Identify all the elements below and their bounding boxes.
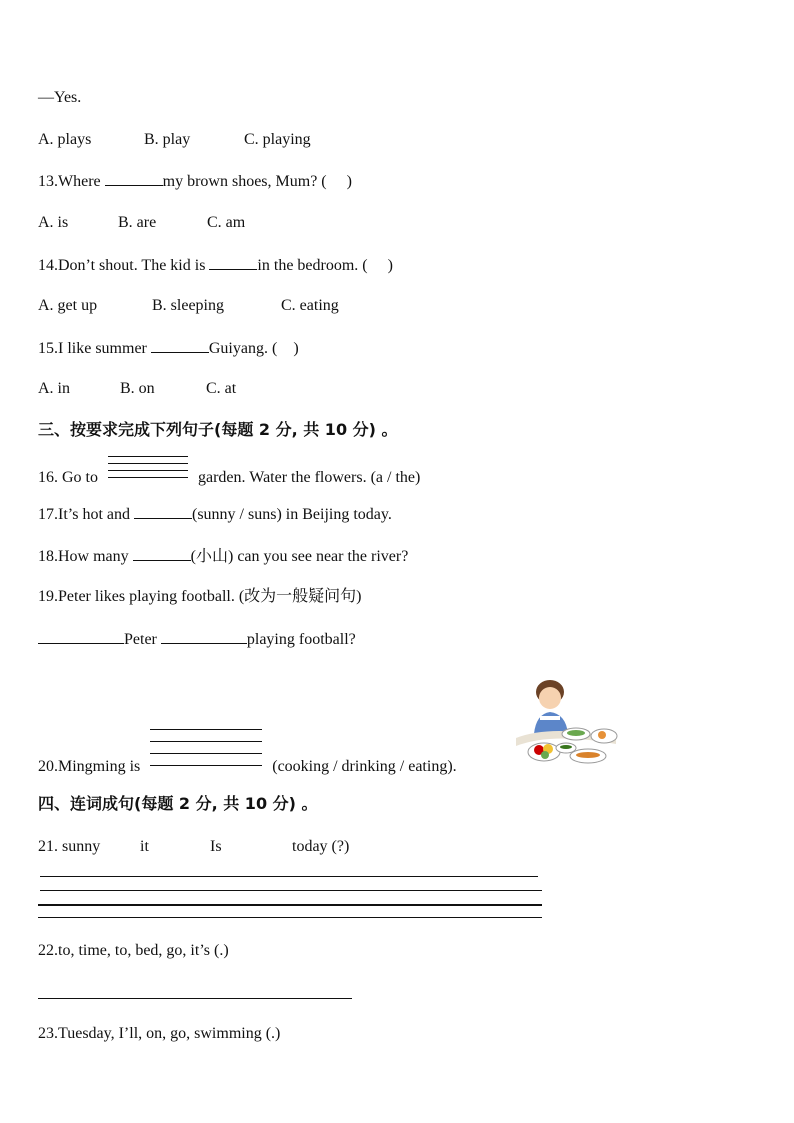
question-18 xyxy=(38,546,408,567)
q21-answer-line-3[interactable] xyxy=(38,904,542,906)
q19-mid-word: Peter xyxy=(124,631,157,648)
q18-stem-end: (小山) can you see near the river? xyxy=(190,548,409,565)
option-b: B. are xyxy=(118,214,157,231)
q15-stem-start: 15.I like summer xyxy=(38,340,147,357)
q20-stem-start: 20.Mingming is xyxy=(38,758,141,775)
question-20 xyxy=(38,757,457,777)
q12-answer: —Yes. xyxy=(38,89,82,106)
boy-eating-icon xyxy=(512,676,622,768)
q22-answer-line[interactable] xyxy=(38,998,352,999)
q14-stem-end: in the bedroom. ( xyxy=(257,257,368,274)
option-c: C. at xyxy=(206,380,237,397)
q21-word-2: it xyxy=(140,838,149,855)
question-15 xyxy=(38,338,299,359)
option-b: B. on xyxy=(120,380,155,397)
q17-stem-end: (sunny / suns) in Beijing today. xyxy=(192,506,392,523)
question-21 xyxy=(38,837,349,857)
q21-word-1: 21. sunny xyxy=(38,838,101,855)
q13-answer-blank[interactable] xyxy=(105,171,163,186)
question-16 xyxy=(38,468,420,488)
q17-answer-blank[interactable] xyxy=(134,504,192,519)
q18-stem-start: 18.How many xyxy=(38,548,129,565)
option-a: A. is xyxy=(38,214,69,231)
q19-stem-end: playing football? xyxy=(246,631,356,648)
question-14 xyxy=(38,255,393,276)
q13-stem-end: my brown shoes, Mum? ( xyxy=(162,173,327,190)
q21-word-4: today (?) xyxy=(292,838,350,855)
q21-answer-line-4[interactable] xyxy=(38,917,542,918)
q15-answer-blank[interactable] xyxy=(151,338,209,353)
q13-paren-close: ) xyxy=(346,173,352,190)
q17-stem-start: 17.It’s hot and xyxy=(38,506,130,523)
q14-stem-start: 14.Don’t shout. The kid is xyxy=(38,257,206,274)
q15-stem-end: Guiyang. ( xyxy=(208,340,278,357)
q14-options xyxy=(38,296,339,316)
q15-options xyxy=(38,379,236,399)
question-17 xyxy=(38,504,392,525)
q20-answer-blank[interactable] xyxy=(150,729,262,766)
q16-stem-start: 16. Go to xyxy=(38,469,98,486)
option-a: A. plays xyxy=(38,131,92,148)
section-4-title: 四、连词成句(每题 2 分, 共 10 分) 。 xyxy=(38,794,318,813)
question-23: 23.Tuesday, I’ll, on, go, swimming (.) xyxy=(38,1025,281,1042)
q14-paren-close: ) xyxy=(387,257,393,274)
option-a: A. in xyxy=(38,380,70,397)
q19-answer-blank-1[interactable] xyxy=(38,629,124,644)
q20-stem-end: (cooking / drinking / eating). xyxy=(272,758,457,775)
question-19: 19.Peter likes playing football. (改为一般疑问句) xyxy=(38,588,362,605)
q16-answer-blank[interactable] xyxy=(108,456,188,478)
q13-options xyxy=(38,213,245,233)
q12-options xyxy=(38,130,311,150)
option-c: C. playing xyxy=(244,131,311,148)
q19-answer-blank-2[interactable] xyxy=(161,629,247,644)
q18-answer-blank[interactable] xyxy=(133,546,191,561)
q13-stem-start: 13.Where xyxy=(38,173,101,190)
q21-answer-line-1[interactable] xyxy=(40,876,538,877)
section-3-title: 三、按要求完成下列句子(每题 2 分, 共 10 分) 。 xyxy=(38,420,398,439)
q16-stem-end: garden. Water the flowers. (a / the) xyxy=(198,469,421,486)
question-13 xyxy=(38,171,352,192)
q21-word-3: Is xyxy=(210,838,222,855)
q19-answer-line xyxy=(38,629,356,650)
q12-answer-line xyxy=(38,88,81,108)
q14-answer-blank[interactable] xyxy=(209,255,257,270)
option-a: A. get up xyxy=(38,297,98,314)
question-22: 22.to, time, to, bed, go, it’s (.) xyxy=(38,942,229,959)
option-c: C. am xyxy=(207,214,246,231)
option-b: B. play xyxy=(144,131,191,148)
q21-answer-line-2[interactable] xyxy=(40,890,542,891)
option-b: B. sleeping xyxy=(152,297,224,314)
option-c: C. eating xyxy=(281,297,339,314)
q15-paren-close: ) xyxy=(293,340,299,357)
